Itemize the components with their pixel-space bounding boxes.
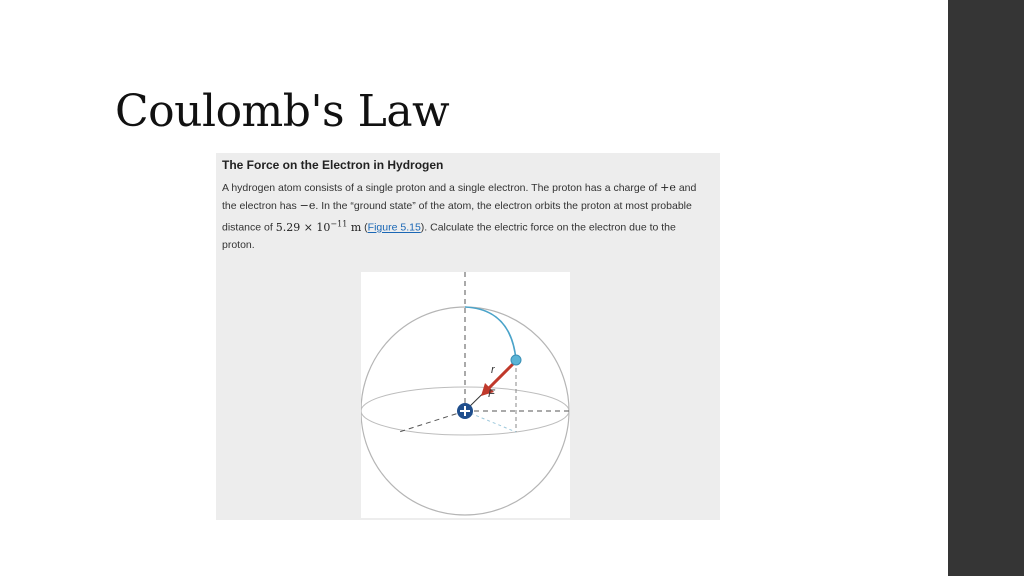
body-text-4: ( [361, 221, 368, 234]
atom-diagram [361, 272, 570, 518]
hydrogen-atom-figure [361, 272, 570, 518]
proton-charge: +e [660, 181, 676, 194]
times-sign: × [303, 220, 313, 234]
electron [511, 355, 521, 365]
textbook-excerpt [216, 153, 720, 520]
radius-label: r [491, 364, 495, 376]
depth-axis [399, 411, 465, 432]
slide-title: Coulomb's Law [115, 86, 450, 137]
distance-unit: m [350, 220, 362, 234]
excerpt-body [222, 179, 710, 254]
body-text-2: and the electron has [222, 182, 697, 212]
electron-charge: −e [299, 199, 316, 212]
body-text-5: ). Calculate the electric force on the electron due to the proton. [222, 221, 676, 251]
excerpt-heading: The Force on the Electron in Hydrogen [222, 158, 444, 172]
distance-mantissa: 5.29 [275, 220, 301, 234]
orbit-arc [465, 307, 516, 360]
distance-value [276, 221, 362, 234]
distance-exponent: −11 [330, 219, 348, 228]
force-label: F [488, 388, 495, 400]
side-bar [948, 0, 1024, 576]
figure-link[interactable]: Figure 5.15 [367, 221, 421, 234]
body-text-1: A hydrogen atom consists of a single proton and a single electron. The proton has a charge of [222, 182, 661, 194]
distance-base: 10 [316, 220, 331, 234]
body-text-3: . In the “ground state” of the atom, the electron orbits the proton at most probable distance of [222, 200, 692, 234]
projection-base [465, 411, 516, 432]
